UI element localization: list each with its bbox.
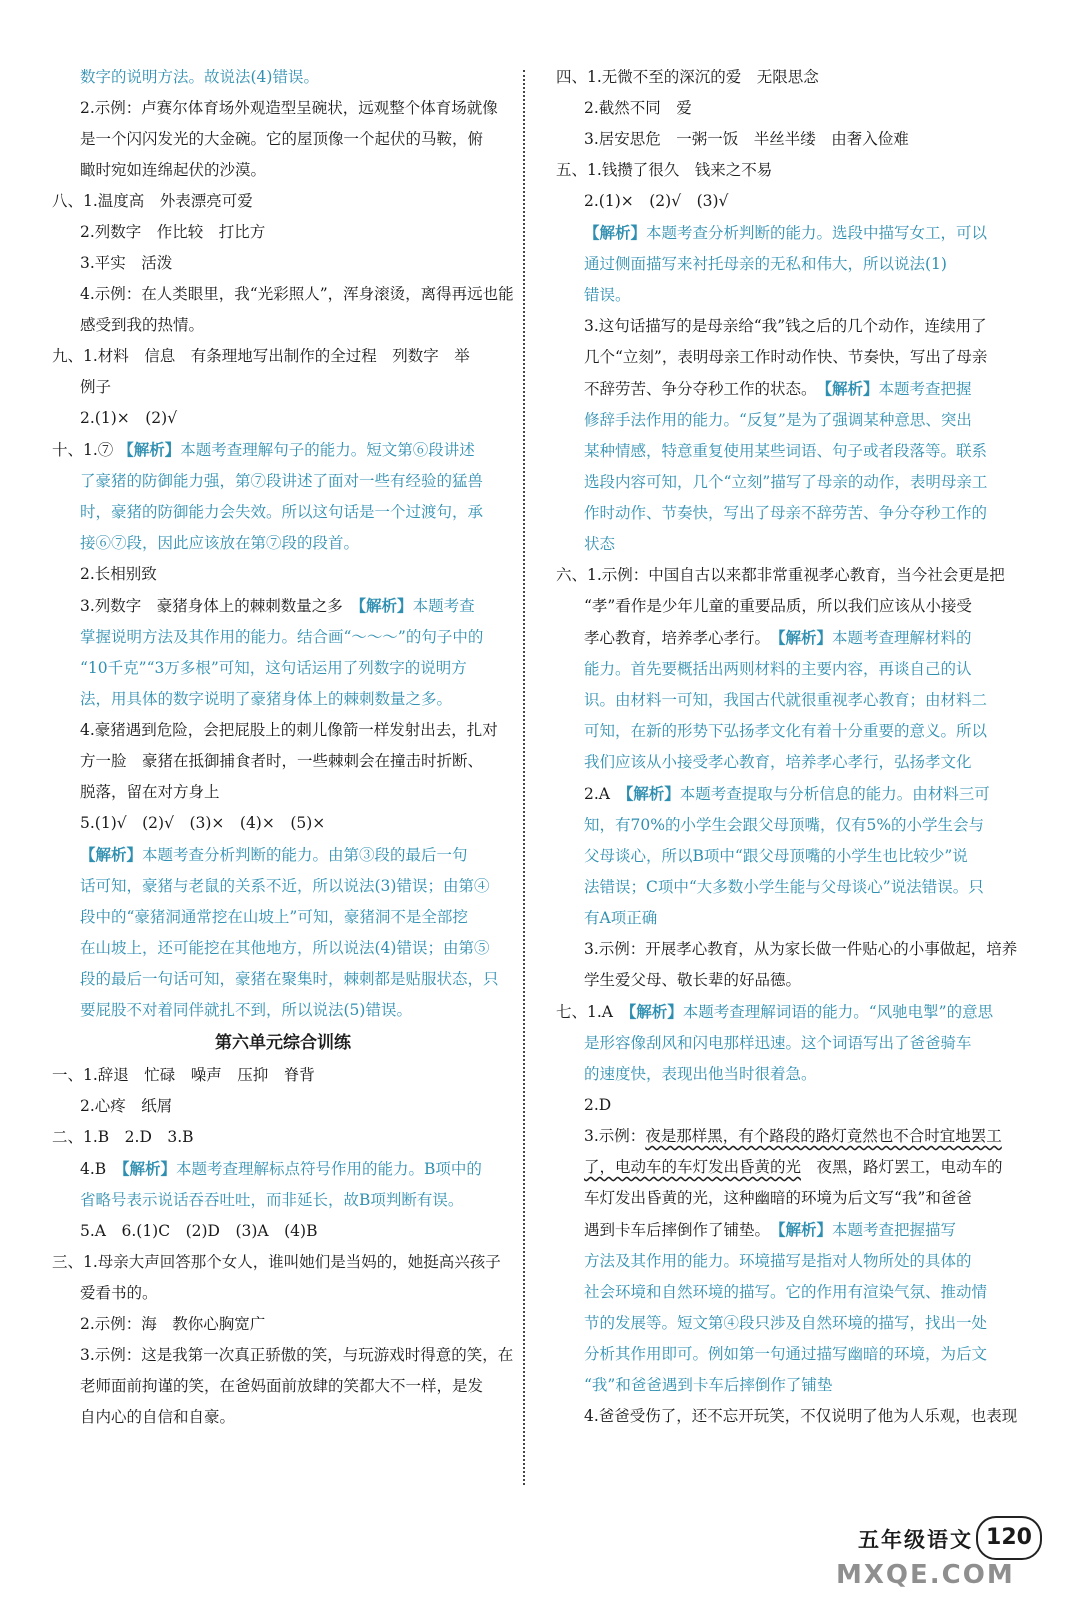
answer-line: 5.A 6.(1)C (2)D (3)A (4)B <box>80 1222 318 1240</box>
answer-line: 2.A 【解析】本题考查提取与分析信息的能力。由材料三可 <box>584 784 990 803</box>
answer-line: 3.这句话描写的是母亲给“我”钱之后的几个动作，连续用了 <box>584 317 987 335</box>
answer-line: 时，豪猪的防御能力会失效。所以这句话是一个过渡句，承 <box>80 503 484 521</box>
answer-line: 掌握说明方法及其作用的能力。结合画“～～～”的句子中的 <box>80 628 484 646</box>
answer-line: 2.示例：海 教你心胸宽广 <box>80 1315 266 1333</box>
left-column <box>52 62 514 1433</box>
answer-line: 【解析】本题考查分析判断的能力。选段中描写女工，可以 <box>584 223 988 242</box>
column-divider <box>523 70 525 1485</box>
answer-line: 作时动作、节奏快，写出了母亲不辞劳苦、争分夺秒工作的 <box>584 504 988 522</box>
answer-line: 一、1.辞退 忙碌 噪声 压抑 脊背 <box>52 1066 315 1084</box>
answer-line: 4.B 【解析】本题考查理解标点符号作用的能力。B项中的 <box>80 1159 482 1178</box>
answer-line: 要屁股不对着同伴就扎不到，所以说法(5)错误。 <box>80 1001 412 1019</box>
answer-line: 2.(1)× (2)√ <box>80 409 178 427</box>
answer-line: 知，有70%的小学生会跟父母顶嘴，仅有5%的小学生会与 <box>584 816 985 834</box>
answer-line: “我”和爸爸遇到卡车后摔倒作了铺垫 <box>584 1376 833 1394</box>
answer-line: 不辞劳苦、争分夺秒工作的状态。 【解析】本题考查把握 <box>584 379 972 398</box>
answer-line: 三、1.母亲大声回答那个女人，谁叫她们是当妈的，她挺高兴孩子 <box>52 1253 501 1271</box>
answer-line: 段的最后一句话可知，豪猪在聚集时，棘刺都是贴服状态，只 <box>80 970 499 988</box>
answer-line: 3.列数字 豪猪身体上的棘刺数量之多 【解析】本题考查 <box>80 596 475 615</box>
answer-line: 5.(1)√ (2)√ (3)× (4)× (5)× <box>80 814 326 832</box>
answer-line: 3.居安思危 一粥一饭 半丝半缕 由奢入俭难 <box>584 130 909 148</box>
answer-line: 了豪猪的防御能力强，第⑦段讲述了面对一些有经验的猛兽 <box>80 472 484 490</box>
answer-line: 二、1.B 2.D 3.B <box>52 1128 194 1146</box>
answer-line: 2.长相别致 <box>80 565 157 583</box>
answer-line: 3.示例：这是我第一次真正骄傲的笑，与玩游戏时得意的笑，在 <box>80 1346 514 1364</box>
answer-line: 选段内容可知，几个“立刻”描写了母亲的动作，表明母亲工 <box>584 473 988 491</box>
answer-line: 2.截然不同 爱 <box>584 99 692 117</box>
answer-line: 数字的说明方法。故说法(4)错误。 <box>80 68 319 86</box>
answer-line: 省略号表示说话吞吞吐吐，而非延长，故B项判断有误。 <box>80 1191 464 1209</box>
answer-line: 在山坡上，还可能挖在其他地方，所以说法(4)错误；由第⑤ <box>80 939 490 957</box>
answer-line: 方一脸 豪猪在抵御捕食者时，一些棘刺会在撞击时折断、 <box>80 752 484 770</box>
answer-line: 社会环境和自然环境的描写。它的作用有渲染气氛、推动情 <box>584 1283 988 1301</box>
answer-line: 脱落，留在对方身上 <box>80 783 220 801</box>
answer-line: 九、1.材料 信息 有条理地写出制作的全过程 列数字 举 <box>52 347 470 365</box>
page-number: 120 <box>976 1516 1042 1560</box>
answer-line: 五、1.钱攒了很久 钱来之不易 <box>556 161 773 179</box>
answer-line: 方法及其作用的能力。环境描写是指对人物所处的具体的 <box>584 1252 972 1270</box>
answer-line: 4.爸爸受伤了，还不忘开玩笑，不仅说明了他为人乐观，也表现 <box>584 1407 1018 1425</box>
answer-line: 车灯发出昏黄的光，这种幽暗的环境为后文写“我”和爸爸 <box>584 1189 972 1207</box>
answer-line: 某种情感，特意重复使用某些词语、句子或者段落等。联系 <box>584 442 988 460</box>
answer-line: 节的发展等。短文第④段只涉及自然环境的描写，找出一处 <box>584 1314 988 1332</box>
answer-line: “10千克”“3万多根”可知，这句话运用了列数字的说明方 <box>80 659 467 677</box>
answer-line: 几个“立刻”，表明母亲工作时动作快、节奏快，写出了母亲 <box>584 348 988 366</box>
answer-line: 学生爱父母、敬长辈的好品德。 <box>584 971 802 989</box>
answer-line: 十、1.⑦ 【解析】本题考查理解句子的能力。短文第⑥段讲述 <box>52 440 475 459</box>
answer-line: 3.示例：夜是那样黑，有个路段的路灯竟然也不合时宜地罢工 <box>584 1127 1002 1145</box>
section-title: 第六单元综合训练 <box>215 1033 351 1053</box>
answer-line: 3.平实 活泼 <box>80 254 173 272</box>
answer-line: 遇到卡车后摔倒作了铺垫。 【解析】本题考查把握描写 <box>584 1220 957 1239</box>
answer-line: 2.(1)× (2)√ (3)√ <box>584 192 729 210</box>
answer-line: 六、1.示例：中国自古以来都非常重视孝心教育，当今社会更是把 <box>556 566 1005 584</box>
answer-line: 段中的“豪猪洞通常挖在山坡上”可知，豪猪洞不是全部挖 <box>80 908 468 926</box>
answer-line: 了，电动车的车灯发出昏黄的光 夜黑，路灯罢工，电动车的 <box>584 1158 1003 1176</box>
answer-line: 通过侧面描写来衬托母亲的无私和伟大，所以说法(1) <box>584 255 947 273</box>
answer-line: 能力。首先要概括出两则材料的主要内容，再谈自己的认 <box>584 660 972 678</box>
answer-line: 错误。 <box>584 286 631 304</box>
answer-line: 2.D <box>584 1096 612 1114</box>
answer-line: 4.示例：在人类眼里，我“光彩照人”，浑身滚烫，离得再远也能 <box>80 285 514 303</box>
answer-line: 是形容像刮风和闪电那样迅速。这个词语写出了爸爸骑车 <box>584 1034 972 1052</box>
answer-line: 老师面前拘谨的笑，在爸妈面前放肆的笑都大不一样，是发 <box>80 1377 484 1395</box>
answer-line: 是一个闪闪发光的大金碗。它的屋顶像一个起伏的马鞍，俯 <box>80 130 484 148</box>
answer-line: 法错误；C项中“大多数小学生能与父母谈心”说法错误。只 <box>584 878 984 896</box>
answer-line: 有A项正确 <box>584 909 658 927</box>
answer-line: 【解析】本题考查分析判断的能力。由第③段的最后一句 <box>80 845 468 864</box>
answer-line: 瞰时宛如连绵起伏的沙漠。 <box>80 161 267 179</box>
answer-line: 爱看书的。 <box>80 1284 158 1302</box>
answer-line: 感受到我的热情。 <box>80 316 205 334</box>
answer-line: 我们应该从小接受孝心教育，培养孝心孝行，弘扬孝文化 <box>584 753 972 771</box>
answer-line: 2.示例：卢赛尔体育场外观造型呈碗状，远观整个体育场就像 <box>80 99 498 117</box>
answer-line: 法，用具体的数字说明了豪猪身体上的棘刺数量之多。 <box>80 690 453 708</box>
answer-line: 可知，在新的形势下弘扬孝文化有着十分重要的意义。所以 <box>584 722 988 740</box>
answer-line: 4.豪猪遇到危险，会把屁股上的刺儿像箭一样发射出去，扎对 <box>80 721 498 739</box>
answer-line: 的速度快，表现出他当时很着急。 <box>584 1065 817 1083</box>
answer-line: 3.示例：开展孝心教育，从为家长做一件贴心的小事做起，培养 <box>584 940 1018 958</box>
answer-line: 分析其作用即可。例如第一句通过描写幽暗的环境，为后文 <box>584 1345 988 1363</box>
answer-line: 接⑥⑦段，因此应该放在第⑦段的段首。 <box>80 534 360 552</box>
answer-line: 父母谈心，所以B项中“跟父母顶嘴的小学生也比较少”说 <box>584 847 968 865</box>
answer-line: 自内心的自信和自豪。 <box>80 1408 236 1426</box>
answer-line: 话可知，豪猪与老鼠的关系不近，所以说法(3)错误；由第④ <box>80 877 490 895</box>
answer-line: 例子 <box>80 378 112 396</box>
answer-line: 修辞手法作用的能力。“反复”是为了强调某种意思、突出 <box>584 411 972 429</box>
answer-line: 2.列数字 作比较 打比方 <box>80 223 266 241</box>
answer-line: 孝心教育，培养孝心孝行。 【解析】本题考查理解材料的 <box>584 628 972 647</box>
answer-line: 状态 <box>584 535 616 553</box>
answer-line: 2.心疼 纸屑 <box>80 1097 173 1115</box>
grade-subject-label: 五年级语文 <box>858 1527 973 1552</box>
right-column <box>556 62 1018 1432</box>
answer-line: 识。由材料一可知，我国古代就很重视孝心教育；由材料二 <box>584 691 988 709</box>
watermark: MXQE.COM <box>836 1560 1015 1590</box>
answer-line: “孝”看作是少年儿童的重要品质，所以我们应该从小接受 <box>584 597 972 615</box>
answer-line: 七、1.A 【解析】本题考查理解词语的能力。“风驰电掣”的意思 <box>556 1002 994 1021</box>
answer-line: 八、1.温度高 外表漂亮可爱 <box>52 192 253 210</box>
answer-line: 四、1.无微不至的深沉的爱 无限思念 <box>556 68 819 86</box>
